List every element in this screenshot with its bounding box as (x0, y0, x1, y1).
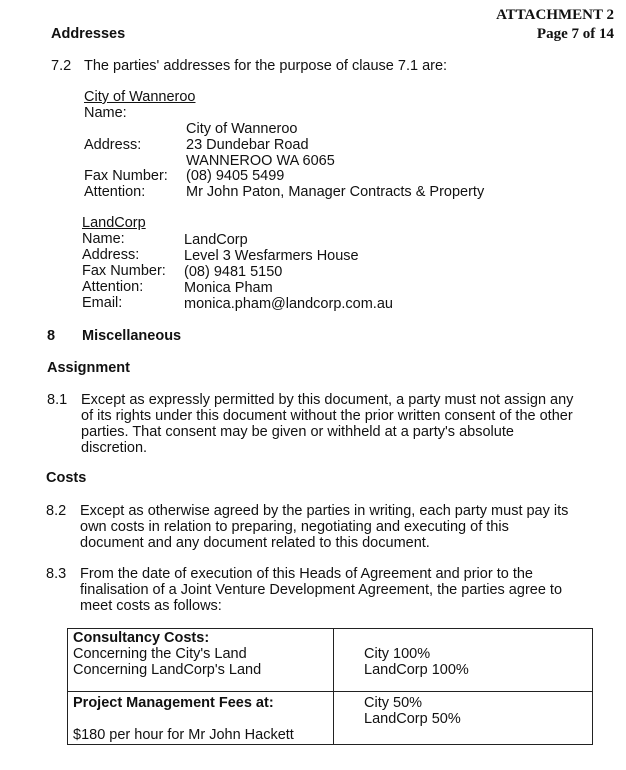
city-attention-label: Attention: (84, 184, 146, 200)
page-number: Page 7 of 14 (536, 26, 614, 42)
consultancy-line: Concerning the City's Land (73, 646, 247, 662)
city-address-label: Address: (84, 137, 142, 153)
landcorp-attention-label: Attention: (82, 279, 144, 295)
table-cell (68, 692, 334, 745)
pm-city-share: City 50% (364, 695, 423, 711)
consultancy-line: Concerning LandCorp's Land (73, 662, 262, 678)
clause-8-3-text: From the date of execution of this Heads of Agreement and prior to the finalisation of a Joint Venture Development Agreement, the parties agree to meet costs as follows: (80, 566, 563, 614)
clause-number: 7.2 (51, 58, 72, 74)
section-heading: Miscellaneous (82, 328, 182, 344)
consultancy-city-share: City 100% (364, 646, 431, 662)
table-row (68, 692, 593, 745)
pm-fees-title: Project Management Fees at: (73, 695, 274, 711)
pm-landcorp-share: LandCorp 50% (364, 711, 461, 727)
city-fax-label: Fax Number: (84, 168, 168, 184)
landcorp-org-heading: LandCorp (82, 215, 146, 231)
table-row (68, 629, 593, 692)
landcorp-fax: (08) 9481 5150 (184, 264, 283, 280)
consultancy-costs-title: Consultancy Costs: (73, 630, 210, 646)
landcorp-address-label: Address: (82, 247, 140, 263)
costs-table (67, 628, 593, 745)
city-fax: (08) 9405 5499 (186, 168, 285, 184)
table-cell (334, 629, 593, 692)
clause-8-1-text: Except as expressly permitted by this document, a party must not assign any of its rights under this document without the prior written consent of the other parties. That consent may be given or withheld at a party's absolute discretion. (81, 392, 574, 456)
city-attention: Mr John Paton, Manager Contracts & Property (186, 184, 485, 200)
pm-fees-rate: $180 per hour for Mr John Hackett (73, 727, 294, 743)
attachment-label: ATTACHMENT 2 (496, 7, 614, 23)
landcorp-email-label: Email: (82, 295, 123, 311)
addresses-heading: Addresses (51, 26, 126, 42)
clause-8-2-text: Except as otherwise agreed by the parties in writing, each party must pay its own costs in relation to preparing, negotiating and executing of this document and any document related to this document. (80, 503, 569, 551)
landcorp-attention: Monica Pham (184, 280, 273, 296)
landcorp-fax-label: Fax Number: (82, 263, 166, 279)
consultancy-landcorp-share: LandCorp 100% (364, 662, 469, 678)
assignment-heading: Assignment (47, 360, 130, 376)
table-cell (334, 692, 593, 745)
city-address-line: 23 Dundebar Road (186, 137, 309, 153)
table-cell (68, 629, 334, 692)
costs-heading: Costs (46, 470, 87, 486)
landcorp-email: monica.pham@landcorp.com.au (184, 296, 393, 312)
landcorp-name: LandCorp (184, 232, 248, 248)
landcorp-name-label: Name: (82, 231, 125, 247)
clause-8-1-number: 8.1 (47, 392, 68, 408)
clause-text: The parties' addresses for the purpose of clause 7.1 are: (84, 58, 448, 74)
clause-8-3-number: 8.3 (46, 566, 67, 582)
city-org-heading: City of Wanneroo (84, 89, 196, 105)
city-name-label: Name: (84, 105, 127, 121)
section-number: 8 (47, 328, 56, 344)
city-address-line: WANNEROO WA 6065 (186, 153, 335, 169)
landcorp-address: Level 3 Wesfarmers House (184, 248, 359, 264)
city-address-line: City of Wanneroo (186, 121, 298, 137)
clause-8-2-number: 8.2 (46, 503, 67, 519)
